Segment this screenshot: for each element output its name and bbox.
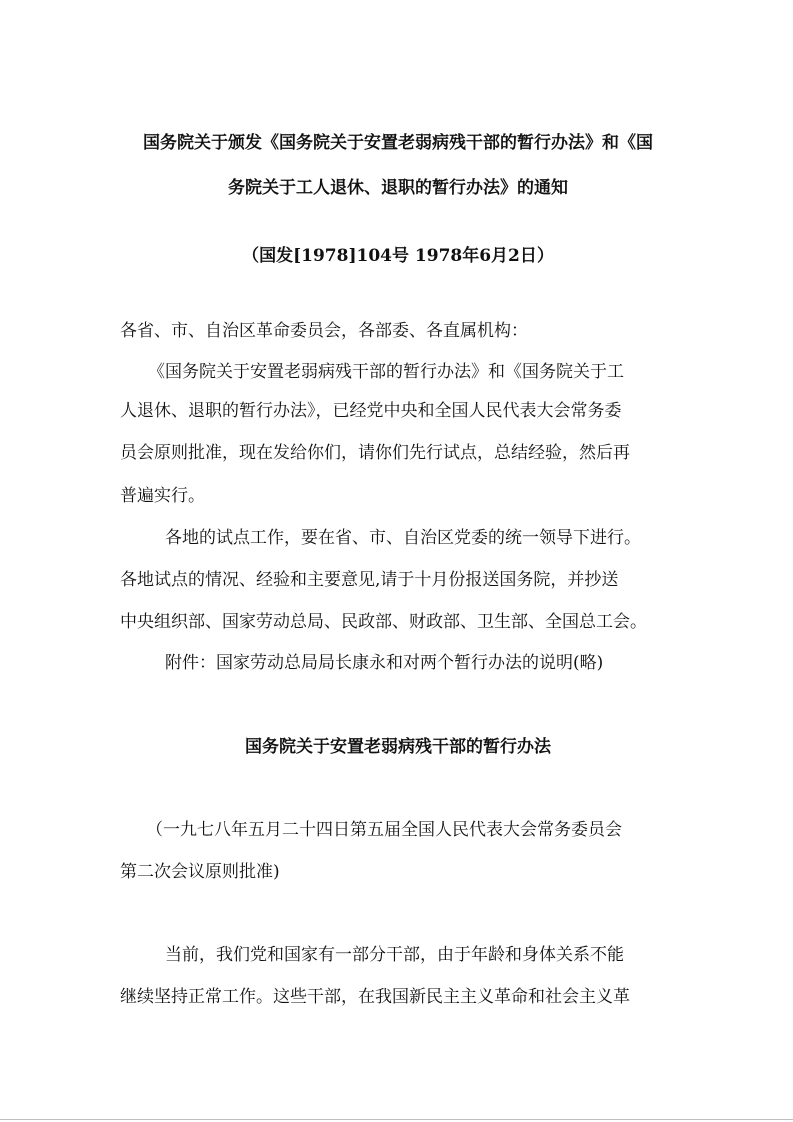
approval-note-line-2: 第二次会议原则批准) [120,862,280,882]
paragraph-1-line-2: 人退休、退职的暂行办法》，已经党中央和全国人民代表大会常务委 [120,401,622,421]
paragraph-1-line-4: 普遍实行。 [120,486,205,506]
paragraph-1-line-1: 《国务院关于安置老弱病残干部的暂行办法》和《国务院关于工 [148,362,624,382]
paragraph-1-line-3: 员会原则批准，现在发给你们，请你们先行试点，总结经验，然后再 [120,443,630,463]
approval-note-line-1: （一九七八年五月二十四日第五届全国人民代表大会常务委员会 [146,820,622,840]
body-text-line-1: 当前，我们党和国家有一部分干部，由于年龄和身体关系不能 [165,945,624,965]
paragraph-2-line-3: 中央组织部、国家劳动总局、民政部、财政部、卫生部、全国总工会。 [120,612,647,632]
document-number: （国发[1978]104号 1978年6月2日） [242,246,554,266]
notice-title-line-1: 国务院关于颁发《国务院关于安置老弱病残干部的暂行办法》和《国 [143,133,653,153]
notice-title-line-2: 务院关于工人退休、退职的暂行办法》的通知 [228,178,568,198]
paragraph-2-line-2: 各地试点的情况、经验和主要意见,请于十月份报送国务院，并抄送 [120,570,619,590]
attachment-note: 附件：国家劳动总局局长康永和对两个暂行办法的说明(略) [165,653,604,673]
addressee-line: 各省、市、自治区革命委员会，各部委、各直属机构： [120,321,528,341]
paragraph-2-line-1: 各地的试点工作，要在省、市、自治区党委的统一领导下进行。 [165,528,641,548]
section-title: 国务院关于安置老弱病残干部的暂行办法 [245,737,551,757]
body-text-line-2: 继续坚持正常工作。这些干部，在我国新民主主义革命和社会主义革 [120,987,630,1007]
page-bottom-rule [0,1119,793,1120]
